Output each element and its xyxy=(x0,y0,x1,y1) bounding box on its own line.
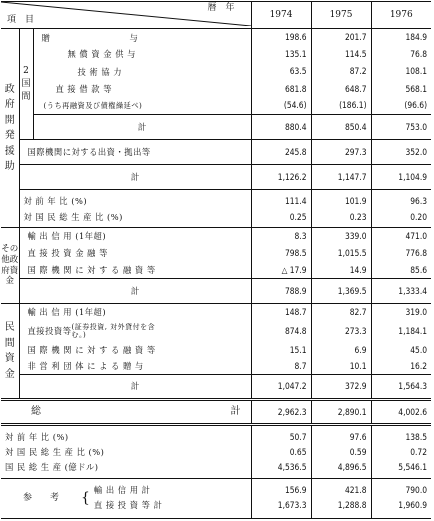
table-row xyxy=(1,29,431,46)
bilateral-label: 2 国 間 xyxy=(19,29,33,140)
row-label: 国際機関に対する出資・拠出等 xyxy=(19,140,251,165)
table-row xyxy=(1,140,431,165)
cell: 14.9 xyxy=(311,262,371,279)
cell: 76.8 xyxy=(371,46,431,63)
row-label: 非 営 利 団 体 に よ る 贈 与 xyxy=(19,359,251,375)
cell: 798.5 xyxy=(251,244,311,261)
row-label: 輸 出 信 用 計 xyxy=(93,485,151,496)
cell: 753.0 xyxy=(371,114,431,139)
row-label: (うち再融資及び債権繰延べ) xyxy=(33,97,251,114)
cell: 1,333.4 xyxy=(371,279,431,304)
cell: 8.3 xyxy=(251,227,311,244)
row-label: 直 接 投 資 金 融 等 xyxy=(19,244,251,261)
cell: 2,890.1 xyxy=(311,400,371,425)
private-category: 民間資金 xyxy=(4,322,15,380)
grand-total-row xyxy=(1,400,431,425)
subtotal-row xyxy=(1,114,431,139)
brace-icon: { xyxy=(81,490,90,507)
cell: 2,962.3 xyxy=(251,400,311,425)
cell: 198.6 xyxy=(251,29,311,46)
year-header: 1976 xyxy=(371,2,431,29)
total-row xyxy=(1,165,431,190)
cell: 776.8 xyxy=(371,244,431,261)
row-label: 直 接 借 款 等 xyxy=(33,80,251,97)
reference-labels xyxy=(1,478,251,518)
cell: 156.9 1,673.3 xyxy=(251,478,311,518)
row-label: 対 前 年 比 (%) xyxy=(23,195,88,206)
note-text: (証券投資, 対外貸付を含む。) xyxy=(71,323,156,340)
cell: 138.5 0.72 5,546.1 xyxy=(371,425,431,479)
table-row xyxy=(1,262,431,279)
cell: 97.6 0.59 4,896.5 xyxy=(311,425,371,479)
cell: 4,002.6 xyxy=(371,400,431,425)
cell: 339.0 xyxy=(311,227,371,244)
cell: 372.9 xyxy=(311,375,371,400)
aid-flow-table xyxy=(1,1,431,519)
row-label: 計 xyxy=(19,279,251,304)
ratio-row xyxy=(1,190,431,228)
cell: (186.1) xyxy=(311,97,371,114)
table-row xyxy=(1,320,431,343)
cell: 1,184.1 xyxy=(371,320,431,343)
row-label: 輸 出 信 用 (1年超) xyxy=(19,304,251,320)
row-label: 計 xyxy=(33,114,251,139)
table-row xyxy=(1,227,431,244)
cell: 1,104.9 xyxy=(371,165,431,190)
cell: 245.8 xyxy=(251,140,311,165)
row-label: 技 術 協 力 xyxy=(33,63,251,80)
cell: 1,126.2 xyxy=(251,165,311,190)
cell: 16.2 xyxy=(371,359,431,375)
year-header: 1974 xyxy=(251,2,311,29)
cell: 135.1 xyxy=(251,46,311,63)
row-label: 国 際 機 関 に 対 す る 融 資 等 xyxy=(19,343,251,359)
row-label: 直 接 投 資 等 計 xyxy=(93,500,163,511)
row-label: 国 際 機 関 に 対 す る 融 資 等 xyxy=(19,262,251,279)
cell: 273.3 xyxy=(311,320,371,343)
table-row xyxy=(1,80,431,97)
cell: 201.7 xyxy=(311,29,371,46)
cell: 568.1 xyxy=(371,80,431,97)
table-row xyxy=(1,97,431,114)
cell: 471.0 xyxy=(371,227,431,244)
row-label: 計 xyxy=(19,375,251,400)
cell: 648.7 xyxy=(311,80,371,97)
table-row xyxy=(1,359,431,375)
cell: 50.7 0.65 4,536.5 xyxy=(251,425,311,479)
table-row xyxy=(1,343,431,359)
table-row xyxy=(1,46,431,63)
row-label: 国 民 総 生 産 (億ドル) xyxy=(5,461,99,472)
table-row xyxy=(1,304,431,320)
year-header: 1975 xyxy=(311,2,371,29)
cell: 111.4 0.25 xyxy=(251,190,311,228)
row-label: 直接投資等(証券投資, 対外貸付を含む。) xyxy=(19,320,251,343)
cell: 421.8 1,288.8 xyxy=(311,478,371,518)
cell: 101.9 0.23 xyxy=(311,190,371,228)
grand-total-label: 総 計 xyxy=(31,406,241,418)
cell: △ 17.9 xyxy=(251,262,311,279)
cell: 788.9 xyxy=(251,279,311,304)
cell: 114.5 xyxy=(311,46,371,63)
table-row xyxy=(1,244,431,261)
cell: 85.6 xyxy=(371,262,431,279)
cell: 10.1 xyxy=(311,359,371,375)
cell: 352.0 xyxy=(371,140,431,165)
cell: 8.7 xyxy=(251,359,311,375)
table-row xyxy=(1,63,431,80)
cell: 148.7 xyxy=(251,304,311,320)
total-row xyxy=(1,279,431,304)
cell: (96.6) xyxy=(371,97,431,114)
cell: 63.5 xyxy=(251,63,311,80)
row-label: 贈 与 xyxy=(33,29,251,46)
header-year-label: 暦 年 xyxy=(207,3,235,13)
cell: 45.0 xyxy=(371,343,431,359)
cell: 1,047.2 xyxy=(251,375,311,400)
ratio-labels xyxy=(19,190,251,228)
row-label: 対 前 年 比 (%) xyxy=(5,431,69,442)
cell: 108.1 xyxy=(371,63,431,80)
oda-category: 政府開発援助 xyxy=(4,83,15,173)
cell: 1,369.5 xyxy=(311,279,371,304)
cell: 790.0 1,960.9 xyxy=(371,478,431,518)
header-row xyxy=(1,2,431,29)
row-label: 対 国 民 総 生 産 比 (%) xyxy=(23,211,123,222)
cell: 87.2 xyxy=(311,63,371,80)
cell: (54.6) xyxy=(251,97,311,114)
cell: 850.4 xyxy=(311,114,371,139)
cell: 1,015.5 xyxy=(311,244,371,261)
cell: 681.8 xyxy=(251,80,311,97)
header-item-label: 項 目 xyxy=(7,15,35,26)
reference-label: 参 考 xyxy=(22,492,59,503)
cell: 6.9 xyxy=(311,343,371,359)
oof-category: その他政府資金 xyxy=(1,244,19,287)
cell: 297.3 xyxy=(311,140,371,165)
ratio-labels xyxy=(1,425,251,479)
cell: 874.8 xyxy=(251,320,311,343)
cell: 96.3 0.20 xyxy=(371,190,431,228)
cell: 15.1 xyxy=(251,343,311,359)
cell: 82.7 xyxy=(311,304,371,320)
total-row xyxy=(1,375,431,400)
row-label: 計 xyxy=(19,165,251,190)
cell: 1,147.7 xyxy=(311,165,371,190)
cell: 1,564.3 xyxy=(371,375,431,400)
header-corner xyxy=(1,2,251,29)
row-label: 無 償 資 金 供 与 xyxy=(33,46,251,63)
reference-row xyxy=(1,478,431,518)
ratio-row xyxy=(1,425,431,479)
cell: 184.9 xyxy=(371,29,431,46)
row-label: 輸 出 信 用 (1年超) xyxy=(19,227,251,244)
cell: 319.0 xyxy=(371,304,431,320)
row-label: 対 国 民 総 生 産 比 (%) xyxy=(5,446,105,457)
cell: 880.4 xyxy=(251,114,311,139)
